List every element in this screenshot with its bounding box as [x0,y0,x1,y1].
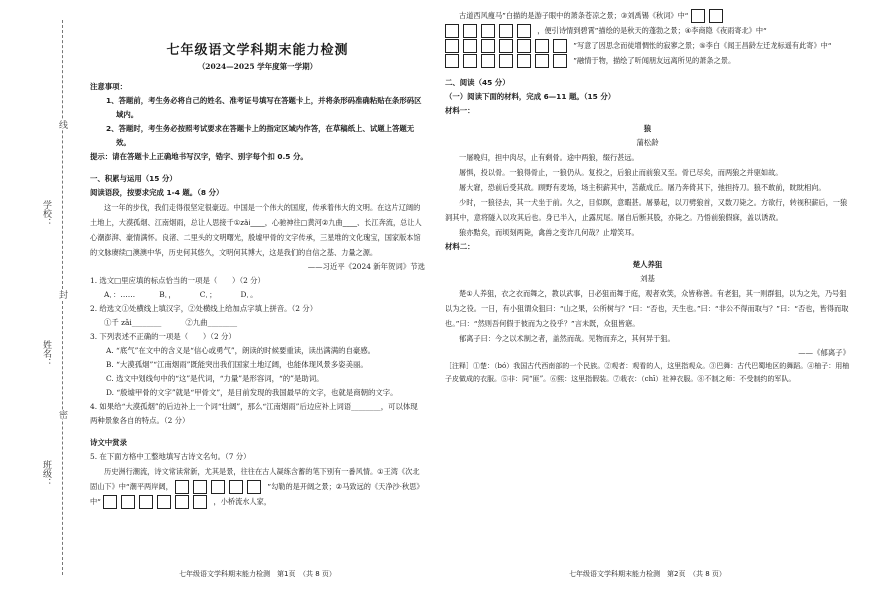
q1-option-b: B．， [159,290,176,299]
answer-box[interactable] [175,480,189,494]
wolf-title: 狼 [643,124,652,133]
section-2-heading: 二、阅读（45 分） [445,78,510,87]
answer-box[interactable] [463,24,477,38]
answer-box[interactable] [517,54,531,68]
q3-option-b: B. “大漠孤烟”“江南烟雨”既能突出我们国家土地辽阔，也能体现风景多姿美丽。 [106,360,368,369]
answer-box[interactable] [709,9,723,23]
passage-text: 这一年的步伐，我们走得很坚定很豪迈。中国是一个伟大的国度，传承着伟大的文明。在这片辽阔的土地上，大漠孤烟、江南烟雨，总让人思接千①zǎi____，心驰神往□黄河②九曲____、长江奔流，总让人心潮澎湃、豪情满怀。良渚、二里头的文明曙光，殷墟甲骨的文字传承，三星堆的文化瑰宝，国家版本馆的文脉赓续□澳澳中华，历史何其悠久，文明何其博大，这是我们的自信之基、力量之源。 [90,203,422,257]
answer-box[interactable] [175,495,189,509]
answer-box[interactable] [247,480,261,494]
answer-box[interactable] [517,39,531,53]
answer-box[interactable] [445,54,459,68]
wolf-author: 蒲松龄 [636,138,659,147]
answer-box[interactable] [229,480,243,494]
q2-blank-2: ②九曲________ [185,318,238,327]
answer-box[interactable] [517,24,531,38]
q5-cont-3: ”写意了因思念而徒增惆怅的寂寥之景；⑤李白《闻王昌龄左迁龙标遥有此寄》中“ [573,41,832,50]
answer-box[interactable] [445,24,459,38]
answer-box[interactable] [499,24,513,38]
q5-text-1-content: 历史洲行潮流，诗文常读常新，尤其是景，往往在古人凝练含蓄的笔下别有一番风情。①王湾《次北固山下》中“潮平两岸阔， [90,467,420,491]
left-footer: 七年级语文学科期末能力检测 第1页 （共 8 页） [179,570,336,578]
question-3: 3. 下列表述不正确的一项是（ ）（2 分） [90,332,236,341]
answer-box[interactable] [553,39,567,53]
q5-text-2-content: ”勾勒的是开阔之景；②马致远的《天净沙·秋思》中“ [90,482,424,506]
notice-head: 注意事项： [90,82,127,91]
left-column [90,40,425,509]
class-label: 班级： [41,460,51,487]
line-char: 线 [57,120,67,129]
right-footer: 七年级语文学科期末能力检测 第2页 （共 8 页） [569,570,726,578]
answer-box[interactable] [193,480,207,494]
wolf-paragraph-2: 屠惧，投以骨。一狼得骨止，一狼仍从。复投之，后狼止而前狼又至。骨已尽矣，而两狼之并驱如故。 [459,168,783,177]
bind-char: 密 [57,410,67,419]
school-label: 学校： [41,200,51,227]
material-2-author: 刘基 [640,274,655,283]
answer-box[interactable] [157,495,171,509]
answer-box[interactable] [103,495,117,509]
answer-box[interactable] [211,480,225,494]
name-label: 姓名： [41,340,51,367]
q1-option-c: C．； [199,290,217,299]
question-4: 4. 如果给“大漠孤烟”的后边补上一个词“壮阔”，那么“江南烟雨”后边应补上词语________，可以体现两种景象各自的特点。（2 分） [90,402,418,425]
material-2-source: ——《郁离子》 [798,348,850,357]
notice-3: 提示：请在答题卡上正确地书写汉字，锆字、别字每个扣 0.5 分。 [90,152,308,161]
answer-box[interactable] [535,39,549,53]
material-2-title: 楚人养狙 [632,260,663,269]
answer-box[interactable] [445,39,459,53]
question-2: 2. 给选文①处横线上填汉字，②处横线上给加点字填上拼音。（2 分） [90,304,318,313]
seal-char: 封 [57,290,67,299]
poetry-heading: 诗文中赏录 [90,438,127,447]
q3-option-c: C. 选文中划线句中的“这”是代词，“力量”是形容词，“的”是助词。 [106,374,324,383]
q5-continued [445,8,850,68]
answer-box[interactable] [121,495,135,509]
reading-1-instruction: （一）阅读下面的材料，完成 6—11 题。（15 分） [445,92,616,101]
answer-box[interactable] [691,9,705,23]
exam-title: 七年级语文学科期末能力检测 [166,43,349,58]
binding-margin [0,0,78,595]
wolf-paragraph-1: 一屠晚归，担中肉尽，止有剩骨。途中两狼，缀行甚远。 [459,153,639,162]
wolf-paragraph-3: 屠大窘，恐前后受其敌。顾野有麦场，场主积薪其中，苫蔽成丘。屠乃奔倚其下，弛担持刀。狼不敢前，眈眈相向。 [459,183,826,192]
answer-box[interactable] [553,54,567,68]
section-1-heading: 一、积累与运用（15 分） [90,174,177,183]
answer-box[interactable] [499,54,513,68]
answer-box[interactable] [535,54,549,68]
q5-cont-4: ”融情于物，描绘了听闻朋友远离所见的萧条之景。 [573,56,736,65]
q3-option-a: A. “底气”在文中的含义是“信心或勇气”，朗读的时候要重读，读出满满的自豪感。 [106,346,376,355]
right-column [445,8,850,386]
q5-cont-2: ，便引诗情到碧霄”描绘的是秋天的蓬勃之景；④李商隐《夜雨寄北》中“ [537,26,767,35]
material-2-label: 材料二： [445,242,475,251]
material-2-text: 楚①人养狙，衣之衣而舞之，教以武事，日必狙而舞于庭，观者欢笑，众皆称善。有老狙，其一则群狙，以为之先，乃号狙以为之役。一日，有小狙谓众狙曰：“山之果，公所树与？”曰：“否也，天生也。”曰：“非公不得而取与？”曰：“否也，皆得而取也。”曰：“然则吾何假于彼而为之役乎？”言未既，众狙皆寤。 [445,289,849,328]
answer-box[interactable] [481,54,495,68]
q5-cont-1: 古道西风瘦马”白描的是游子眼中的萧条苍凉之景；③刘禹锡《秋词》中“ [459,11,689,20]
q1-option-d: D．。 [240,290,258,299]
material-1-label: 材料一： [445,106,475,115]
notice-2: 2、答题时，考生务必按照考试要求在答题卡上的指定区域内作答，在草稿纸上、试题上答题无效。 [106,124,415,147]
passage-source: ——习近平《2024 新年贺词》节选 [307,262,425,271]
notice-1: 1、答题前，考生务必将自己的姓名、准考证号填写在答题卡上，并将条形码准确粘贴在条形码区域内。 [106,96,422,119]
q3-option-d: D. “殷墟甲骨的文字”就是“甲骨文”，是目前发现的我国最早的文字，也就是商朝的文字。 [106,388,398,397]
wolf-paragraph-4: 少时，一狼径去，其一犬坐于前。久之，目似瞑，意暇甚。屠暴起，以刀劈狼首，又数刀毙之。方欲行，转视积薪后，一狼洞其中，意将隧入以攻其后也。身已半入，止露尻尾。屠自后断其股，亦毙之。乃悟前狼假寐，盖以诱敌。 [445,198,848,222]
question-1-options [90,288,425,302]
q1-option-a: A．：…… [104,290,136,299]
exam-subtitle: （2024—2025 学年度第一学期） [197,62,318,71]
answer-box[interactable] [193,495,207,509]
reading-instruction: 阅读语段，按要求完成 1-4 题。（8 分） [90,188,224,197]
answer-box[interactable] [139,495,153,509]
q5-text-3-content: ，小桥流水人家， [213,497,272,506]
material-2-text-2: 郁离子曰：今之以术制之者，盖然而哉。见物而弃之，其何异于狙。 [459,334,675,343]
answer-box[interactable] [463,39,477,53]
question-1: 1. 选文□里应填的标点恰当的一项是（ ）（2 分） [90,276,265,285]
answer-box[interactable] [481,24,495,38]
answer-box[interactable] [481,39,495,53]
question-5: 5. 在下面方格中工整地填写古诗文名句。（7 分） [90,452,251,461]
material-2-notes: ［注释］①楚：（bó）我国古代西南部的一个民族。②观者：观看的人，这里指观众。③巴舞：古代巴蜀地区的舞蹈。④柚子：用柚子皮做成的衣服。⑤非：同“匪”。⑥熙：这里指假装。⑦栽衣：（chī）社神衣服。⑧不制之师：不受制约的军队。 [445,362,850,383]
question-2-blanks [90,316,425,330]
answer-box[interactable] [499,39,513,53]
q2-blank-1: ①千 zǎi________ [104,318,162,327]
answer-box[interactable] [463,54,477,68]
q5-text-1 [90,464,425,509]
wolf-paragraph-5: 狼亦黠矣，而顷刻两毙，禽兽之变诈几何哉？止增笑耳。 [459,228,639,237]
right-page [445,0,870,595]
